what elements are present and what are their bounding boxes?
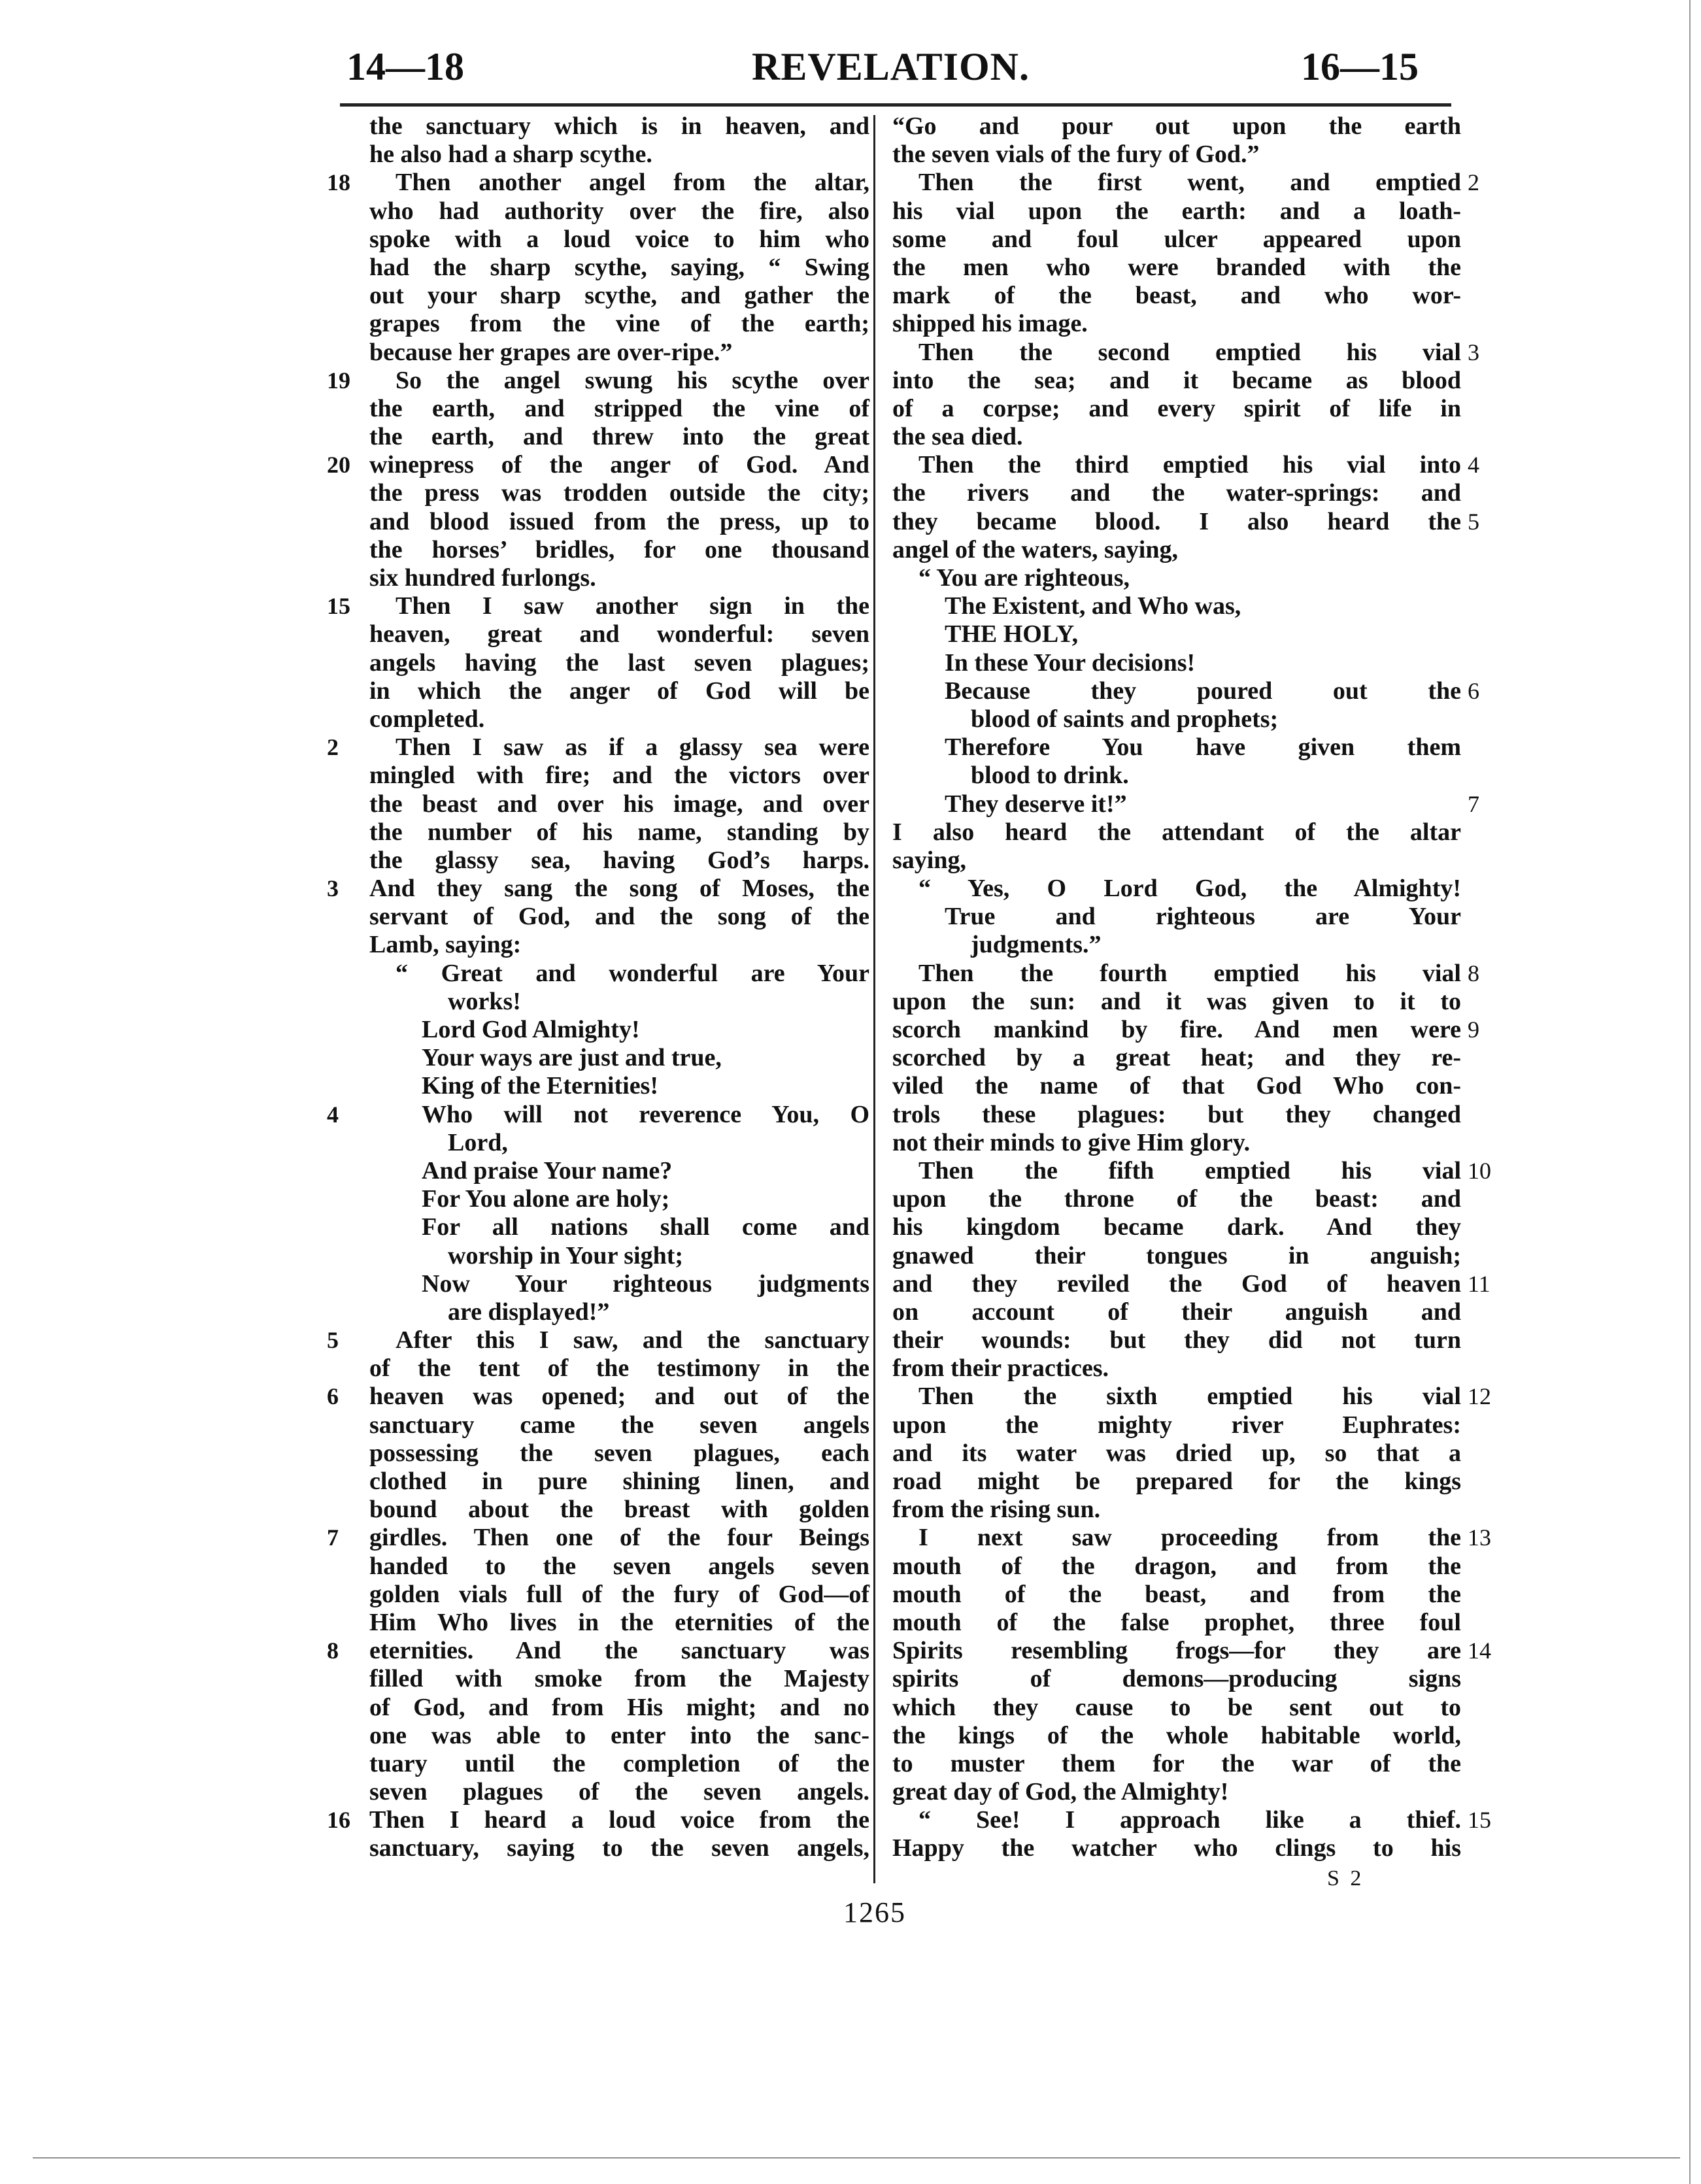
verse-number: 14 <box>1468 1638 1491 1664</box>
text-line <box>892 1581 1461 1609</box>
verse-number: 15 <box>1468 1807 1491 1834</box>
text-line <box>892 1694 1461 1722</box>
line-text: King of the Eternities! <box>422 1072 659 1100</box>
line-text: some and foul ulcer appeared upon <box>892 225 1461 253</box>
text-line <box>892 564 1461 592</box>
line-text: girdles. Then one of the four Beings <box>369 1524 869 1552</box>
line-text: Then the sixth emptied his vial <box>918 1383 1461 1411</box>
text-line <box>892 988 1461 1016</box>
line-text: are displayed!” <box>448 1298 610 1326</box>
line-text: the sea died. <box>892 423 1023 451</box>
line-text: Then the fourth emptied his vial <box>918 959 1461 987</box>
running-head-left: 14—18 <box>346 45 464 88</box>
verse-number: 8 <box>1468 960 1479 986</box>
line-text: because her grapes are over-ripe.” <box>369 338 733 366</box>
text-line <box>892 1553 1461 1581</box>
text-line <box>301 197 869 226</box>
text-line <box>301 367 869 395</box>
text-line <box>892 818 1461 847</box>
verse-number: 6 <box>1468 677 1479 704</box>
line-text: And they sang the song of Moses, the <box>369 875 869 903</box>
text-line <box>301 677 869 705</box>
line-text: mark of the beast, and who wor- <box>892 282 1461 310</box>
text-line <box>301 960 869 988</box>
verse-number: 7 <box>327 1524 339 1551</box>
text-line <box>301 1101 869 1129</box>
text-line <box>301 310 869 338</box>
text-line <box>301 1468 869 1496</box>
text-line <box>301 1581 869 1609</box>
text-line <box>892 338 1479 367</box>
verse-number: 16 <box>327 1807 350 1834</box>
verse-number: 15 <box>327 593 350 620</box>
text-line <box>301 1778 869 1806</box>
running-head-right: 16—15 <box>1301 45 1419 88</box>
line-text: Then the fifth emptied his vial <box>918 1156 1461 1184</box>
text-line <box>301 282 869 310</box>
line-text: from their practices. <box>892 1354 1109 1383</box>
line-text: viled the name of that God Who con- <box>892 1072 1461 1100</box>
running-head-title: REVELATION. <box>752 45 1030 88</box>
line-text: the rivers and the water-springs: and <box>892 479 1461 507</box>
text-line <box>301 903 869 931</box>
text-line <box>301 1806 869 1834</box>
line-text: upon the mighty river Euphrates: <box>892 1411 1461 1439</box>
line-text: Then the second emptied his vial <box>918 338 1461 366</box>
line-text: the men who were branded with the <box>892 253 1461 281</box>
line-text: judgments.” <box>971 931 1102 959</box>
verse-number: 12 <box>1468 1383 1491 1410</box>
line-text: Lamb, saying: <box>369 931 522 959</box>
text-line <box>892 1496 1461 1524</box>
line-text: Then I saw another sign in the <box>396 592 869 620</box>
text-line <box>301 169 869 197</box>
text-line <box>892 1129 1461 1157</box>
line-text: the kings of the whole habitable world, <box>892 1721 1461 1749</box>
line-text: mouth of the beast, and from the <box>892 1580 1461 1608</box>
text-line <box>301 649 869 677</box>
line-text: on account of their anguish and <box>892 1298 1461 1326</box>
text-line <box>892 536 1461 564</box>
line-text: Then I heard a loud voice from the <box>369 1806 869 1834</box>
line-text: And praise Your name? <box>422 1156 673 1184</box>
text-line <box>301 1553 869 1581</box>
line-text: of a corpse; and every spirit of life in <box>892 394 1461 422</box>
verse-number: 6 <box>327 1383 339 1410</box>
text-line <box>892 1439 1461 1468</box>
verse-number: 3 <box>1468 339 1479 365</box>
text-line <box>301 818 869 847</box>
line-text: blood of saints and prophets; <box>971 705 1279 733</box>
text-line <box>301 1439 869 1468</box>
text-line <box>301 1524 869 1552</box>
text-line <box>892 1411 1461 1439</box>
scan-edge-line <box>1689 0 1691 2184</box>
text-line <box>301 1411 869 1439</box>
line-text: True and righteous are Your <box>945 903 1461 931</box>
line-text: and blood issued from the press, up to <box>369 507 869 535</box>
line-text: mouth of the dragon, and from the <box>892 1552 1461 1580</box>
text-line <box>301 451 869 479</box>
text-line <box>301 1298 869 1326</box>
line-text: Lord, <box>448 1128 508 1156</box>
text-line <box>301 1157 869 1185</box>
text-line <box>892 1524 1491 1552</box>
text-line <box>892 1044 1461 1072</box>
line-text: Then the third emptied his vial into <box>918 451 1461 479</box>
line-text: sanctuary came the seven angels <box>369 1411 869 1439</box>
line-text: Lord God Almighty! <box>422 1016 640 1043</box>
text-line <box>892 959 1479 988</box>
line-text: his kingdom became dark. And they <box>892 1213 1461 1241</box>
verse-number: 5 <box>1468 508 1479 535</box>
line-text: shipped his image. <box>892 310 1088 338</box>
line-text: They deserve it!” <box>945 790 1127 818</box>
text-line <box>892 1609 1461 1637</box>
text-line <box>892 226 1461 254</box>
text-line <box>301 226 869 254</box>
line-text: Therefore You have given them <box>945 733 1461 762</box>
line-text: tuary until the completion of the <box>369 1749 869 1777</box>
text-line <box>301 1383 869 1411</box>
text-line <box>892 790 1479 818</box>
right-column <box>892 112 1491 1863</box>
text-line <box>301 508 869 536</box>
text-line <box>301 875 869 903</box>
text-line <box>301 1072 869 1100</box>
text-line <box>892 649 1461 677</box>
line-text: the seven vials of the fury of God.” <box>892 141 1260 169</box>
line-text: which they cause to be sent out to <box>892 1693 1461 1721</box>
line-text: After this I saw, and the sanctuary <box>396 1326 869 1354</box>
text-line <box>301 1609 869 1637</box>
text-line <box>301 479 869 507</box>
text-line <box>301 1637 869 1665</box>
line-text: and its water was dried up, so that a <box>892 1439 1461 1467</box>
line-text: So the angel swung his scythe over <box>396 366 869 394</box>
text-line <box>892 1806 1491 1834</box>
text-line <box>892 1326 1461 1354</box>
left-column <box>301 112 869 1863</box>
line-text: Then I saw as if a glassy sea were <box>396 733 869 762</box>
line-text: to muster them for the war of the <box>892 1749 1461 1777</box>
text-line <box>301 1326 869 1354</box>
text-line <box>892 1722 1461 1750</box>
text-line <box>301 1129 869 1157</box>
text-line <box>892 451 1479 479</box>
verse-number: 19 <box>327 367 350 394</box>
text-line <box>892 141 1461 169</box>
verse-number: 8 <box>327 1638 339 1664</box>
text-line <box>301 1694 869 1722</box>
line-text: Him Who lives in the eternities of the <box>369 1608 869 1636</box>
text-line <box>892 847 1461 875</box>
line-text: upon the throne of the beast: and <box>892 1185 1461 1213</box>
line-text: For all nations shall come and <box>422 1213 869 1241</box>
text-line <box>892 1016 1479 1044</box>
line-text: handed to the seven angels seven <box>369 1552 869 1580</box>
text-line <box>301 564 869 592</box>
text-line <box>892 1383 1491 1411</box>
line-text: “ Yes, O Lord God, the Almighty! <box>918 875 1461 903</box>
line-text: his vial upon the earth: and a loath- <box>892 197 1461 225</box>
text-line <box>892 1665 1461 1693</box>
line-text: angel of the waters, saying, <box>892 535 1178 563</box>
line-text: not their minds to give Him glory. <box>892 1128 1251 1156</box>
text-line <box>301 339 869 367</box>
line-text: filled with smoke from the Majesty <box>369 1665 869 1693</box>
line-text: road might be prepared for the kings <box>892 1468 1461 1495</box>
line-text: “ You are righteous, <box>918 564 1130 592</box>
line-text: angels having the last seven plagues; <box>369 648 869 677</box>
line-text: possessing the seven plagues, each <box>369 1439 869 1467</box>
text-line <box>301 733 869 762</box>
line-text: The Existent, and Who was, <box>945 592 1241 620</box>
text-line <box>301 141 869 169</box>
line-text: Spirits resembling frogs—for they are <box>892 1637 1461 1665</box>
text-line <box>892 1750 1461 1778</box>
printer-signature: S 2 <box>1327 1866 1364 1890</box>
line-text: Happy the watcher who clings to his <box>892 1834 1461 1862</box>
verse-number: 7 <box>1468 790 1479 817</box>
text-line <box>892 282 1461 310</box>
line-text: completed. <box>369 705 485 733</box>
text-line <box>892 620 1461 648</box>
line-text: mingled with fire; and the victors over <box>369 762 869 790</box>
text-line <box>892 169 1479 197</box>
line-text: heaven was opened; and out of the <box>369 1383 869 1411</box>
verse-number: 13 <box>1468 1524 1491 1551</box>
line-text: “ See! I approach like a thief. <box>918 1806 1461 1834</box>
text-line <box>301 423 869 451</box>
text-line <box>892 705 1461 733</box>
verse-number: 10 <box>1468 1157 1491 1184</box>
line-text: of God, and from His might; and no <box>369 1693 869 1721</box>
line-text: works! <box>448 987 521 1015</box>
line-text: upon the sun: and it was given to it to <box>892 987 1461 1015</box>
text-line <box>301 1242 869 1270</box>
text-line <box>301 762 869 790</box>
text-line <box>892 1185 1461 1213</box>
verse-number: 11 <box>1468 1270 1490 1297</box>
text-line <box>301 790 869 818</box>
line-text: the number of his name, standing by <box>369 818 869 846</box>
text-line <box>892 479 1461 507</box>
line-text: in which the anger of God will be <box>369 677 869 705</box>
text-line <box>892 733 1461 762</box>
line-text: the press was trodden outside the city; <box>369 479 869 507</box>
page-number: 1265 <box>843 1896 906 1928</box>
line-text: Then the first went, and emptied <box>918 169 1461 197</box>
verse-number: 4 <box>1468 452 1479 479</box>
text-line <box>301 1016 869 1044</box>
text-line <box>892 1269 1490 1298</box>
line-text: out your sharp scythe, and gather the <box>369 282 869 310</box>
text-line <box>301 1270 869 1298</box>
text-line <box>892 507 1479 536</box>
text-line <box>892 310 1461 338</box>
text-line <box>301 395 869 423</box>
text-line <box>301 1213 869 1241</box>
line-text: their wounds: but they did not turn <box>892 1326 1461 1354</box>
text-line <box>301 1834 869 1862</box>
text-line <box>301 847 869 875</box>
scan-bottom-line <box>33 2157 1680 2159</box>
line-text: saying, <box>892 846 966 874</box>
line-text: Now Your righteous judgments <box>422 1269 869 1298</box>
verse-number: 2 <box>1468 169 1479 196</box>
line-text: spirits of demons—producing signs <box>892 1665 1461 1693</box>
text-line <box>892 903 1461 931</box>
text-line <box>301 988 869 1016</box>
line-text: the horses’ bridles, for one thousand <box>369 535 869 563</box>
verse-number: 9 <box>1468 1016 1479 1043</box>
text-line <box>892 423 1461 451</box>
line-text: “ Great and wonderful are Your <box>396 959 869 987</box>
line-text: six hundred furlongs. <box>369 564 596 592</box>
line-text: seven plagues of the seven angels. <box>369 1778 869 1806</box>
line-text: had the sharp scythe, saying, “ Swing <box>369 253 869 281</box>
line-text: the earth, and stripped the vine of <box>369 394 869 422</box>
text-line <box>892 875 1461 903</box>
line-text: I also heard the attendant of the altar <box>892 818 1461 846</box>
line-text: who had authority over the fire, also <box>369 197 869 225</box>
verse-number: 5 <box>327 1327 339 1354</box>
verse-number: 2 <box>327 734 339 761</box>
line-text: trols these plagues: but they changed <box>892 1100 1461 1128</box>
line-text: bound about the breast with golden <box>369 1496 869 1524</box>
line-text: the beast and over his image, and over <box>369 790 869 818</box>
line-text: they became blood. I also heard the <box>892 507 1461 535</box>
text-line <box>892 367 1461 395</box>
line-text: winepress of the anger of God. And <box>369 451 869 479</box>
line-text: the glassy sea, having God’s harps. <box>369 846 869 874</box>
line-text: gnawed their tongues in anguish; <box>892 1241 1461 1269</box>
line-text: grapes from the vine of the earth; <box>369 310 869 338</box>
text-line <box>301 1496 869 1524</box>
line-text: mouth of the false prophet, three foul <box>892 1608 1461 1636</box>
text-line <box>892 1354 1461 1383</box>
line-text: I next saw proceeding from the <box>918 1524 1461 1552</box>
line-text: eternities. And the sanctuary was <box>369 1637 869 1665</box>
line-text: of the tent of the testimony in the <box>369 1354 869 1383</box>
text-line <box>892 1298 1461 1326</box>
text-line <box>892 1072 1461 1100</box>
text-line <box>892 762 1461 790</box>
line-text: scorch mankind by fire. And men were <box>892 1016 1461 1043</box>
line-text: blood to drink. <box>971 762 1129 790</box>
line-text: In these Your decisions! <box>945 648 1196 677</box>
text-line <box>301 1750 869 1778</box>
line-text: worship in Your sight; <box>448 1241 684 1269</box>
text-line <box>892 1468 1461 1496</box>
text-line <box>892 1213 1461 1241</box>
text-line <box>301 620 869 648</box>
verse-number: 18 <box>327 169 350 196</box>
line-text: the earth, and threw into the great <box>369 423 869 451</box>
line-text: For You alone are holy; <box>422 1185 670 1213</box>
text-line <box>301 1722 869 1750</box>
text-line <box>892 254 1461 282</box>
line-text: into the sea; and it became as blood <box>892 366 1461 394</box>
line-text: THE HOLY, <box>945 620 1079 648</box>
line-text: Because they poured out the <box>945 677 1461 705</box>
text-line <box>301 1185 869 1213</box>
verse-number: 3 <box>327 875 339 902</box>
text-line <box>892 931 1461 959</box>
text-line <box>892 1242 1461 1270</box>
line-text: scorched by a great heat; and they re- <box>892 1044 1461 1072</box>
line-text: sanctuary, saying to the seven angels, <box>369 1834 869 1862</box>
line-text: Your ways are just and true, <box>422 1044 722 1072</box>
line-text: “Go and pour out upon the earth <box>892 112 1461 140</box>
text-line <box>301 112 869 141</box>
verse-number: 4 <box>327 1101 339 1128</box>
text-line <box>301 254 869 282</box>
text-line <box>892 395 1461 423</box>
line-text: servant of God, and the song of the <box>369 903 869 931</box>
text-line <box>892 677 1479 705</box>
line-text: Then another angel from the altar, <box>396 169 869 197</box>
line-text: one was able to enter into the sanc- <box>369 1721 869 1749</box>
column-divider <box>873 115 875 1883</box>
text-line <box>892 1101 1461 1129</box>
text-line <box>892 112 1461 141</box>
line-text: spoke with a loud voice to him who <box>369 225 869 253</box>
text-line <box>301 1354 869 1383</box>
text-line <box>301 1044 869 1072</box>
line-text: Who will not reverence You, O <box>422 1100 869 1128</box>
line-text: he also had a sharp scythe. <box>369 141 652 169</box>
header-rule <box>340 103 1451 107</box>
text-line <box>892 197 1461 226</box>
line-text: golden vials full of the fury of God—of <box>369 1580 869 1608</box>
text-line <box>301 1665 869 1693</box>
line-text: clothed in pure shining linen, and <box>369 1468 869 1495</box>
line-text: great day of God, the Almighty! <box>892 1778 1229 1806</box>
text-line <box>892 1834 1461 1862</box>
line-text: the sanctuary which is in heaven, and <box>369 112 869 140</box>
text-line <box>301 536 869 564</box>
line-text: from the rising sun. <box>892 1496 1101 1524</box>
text-line <box>301 931 869 959</box>
text-line <box>892 1637 1491 1665</box>
text-line <box>301 705 869 733</box>
text-line <box>892 592 1461 620</box>
text-line <box>892 1156 1491 1185</box>
text-line <box>301 592 869 620</box>
line-text: and they reviled the God of heaven <box>892 1269 1461 1298</box>
text-line <box>892 1778 1461 1806</box>
line-text: heaven, great and wonderful: seven <box>369 620 869 648</box>
verse-number: 20 <box>327 452 350 479</box>
